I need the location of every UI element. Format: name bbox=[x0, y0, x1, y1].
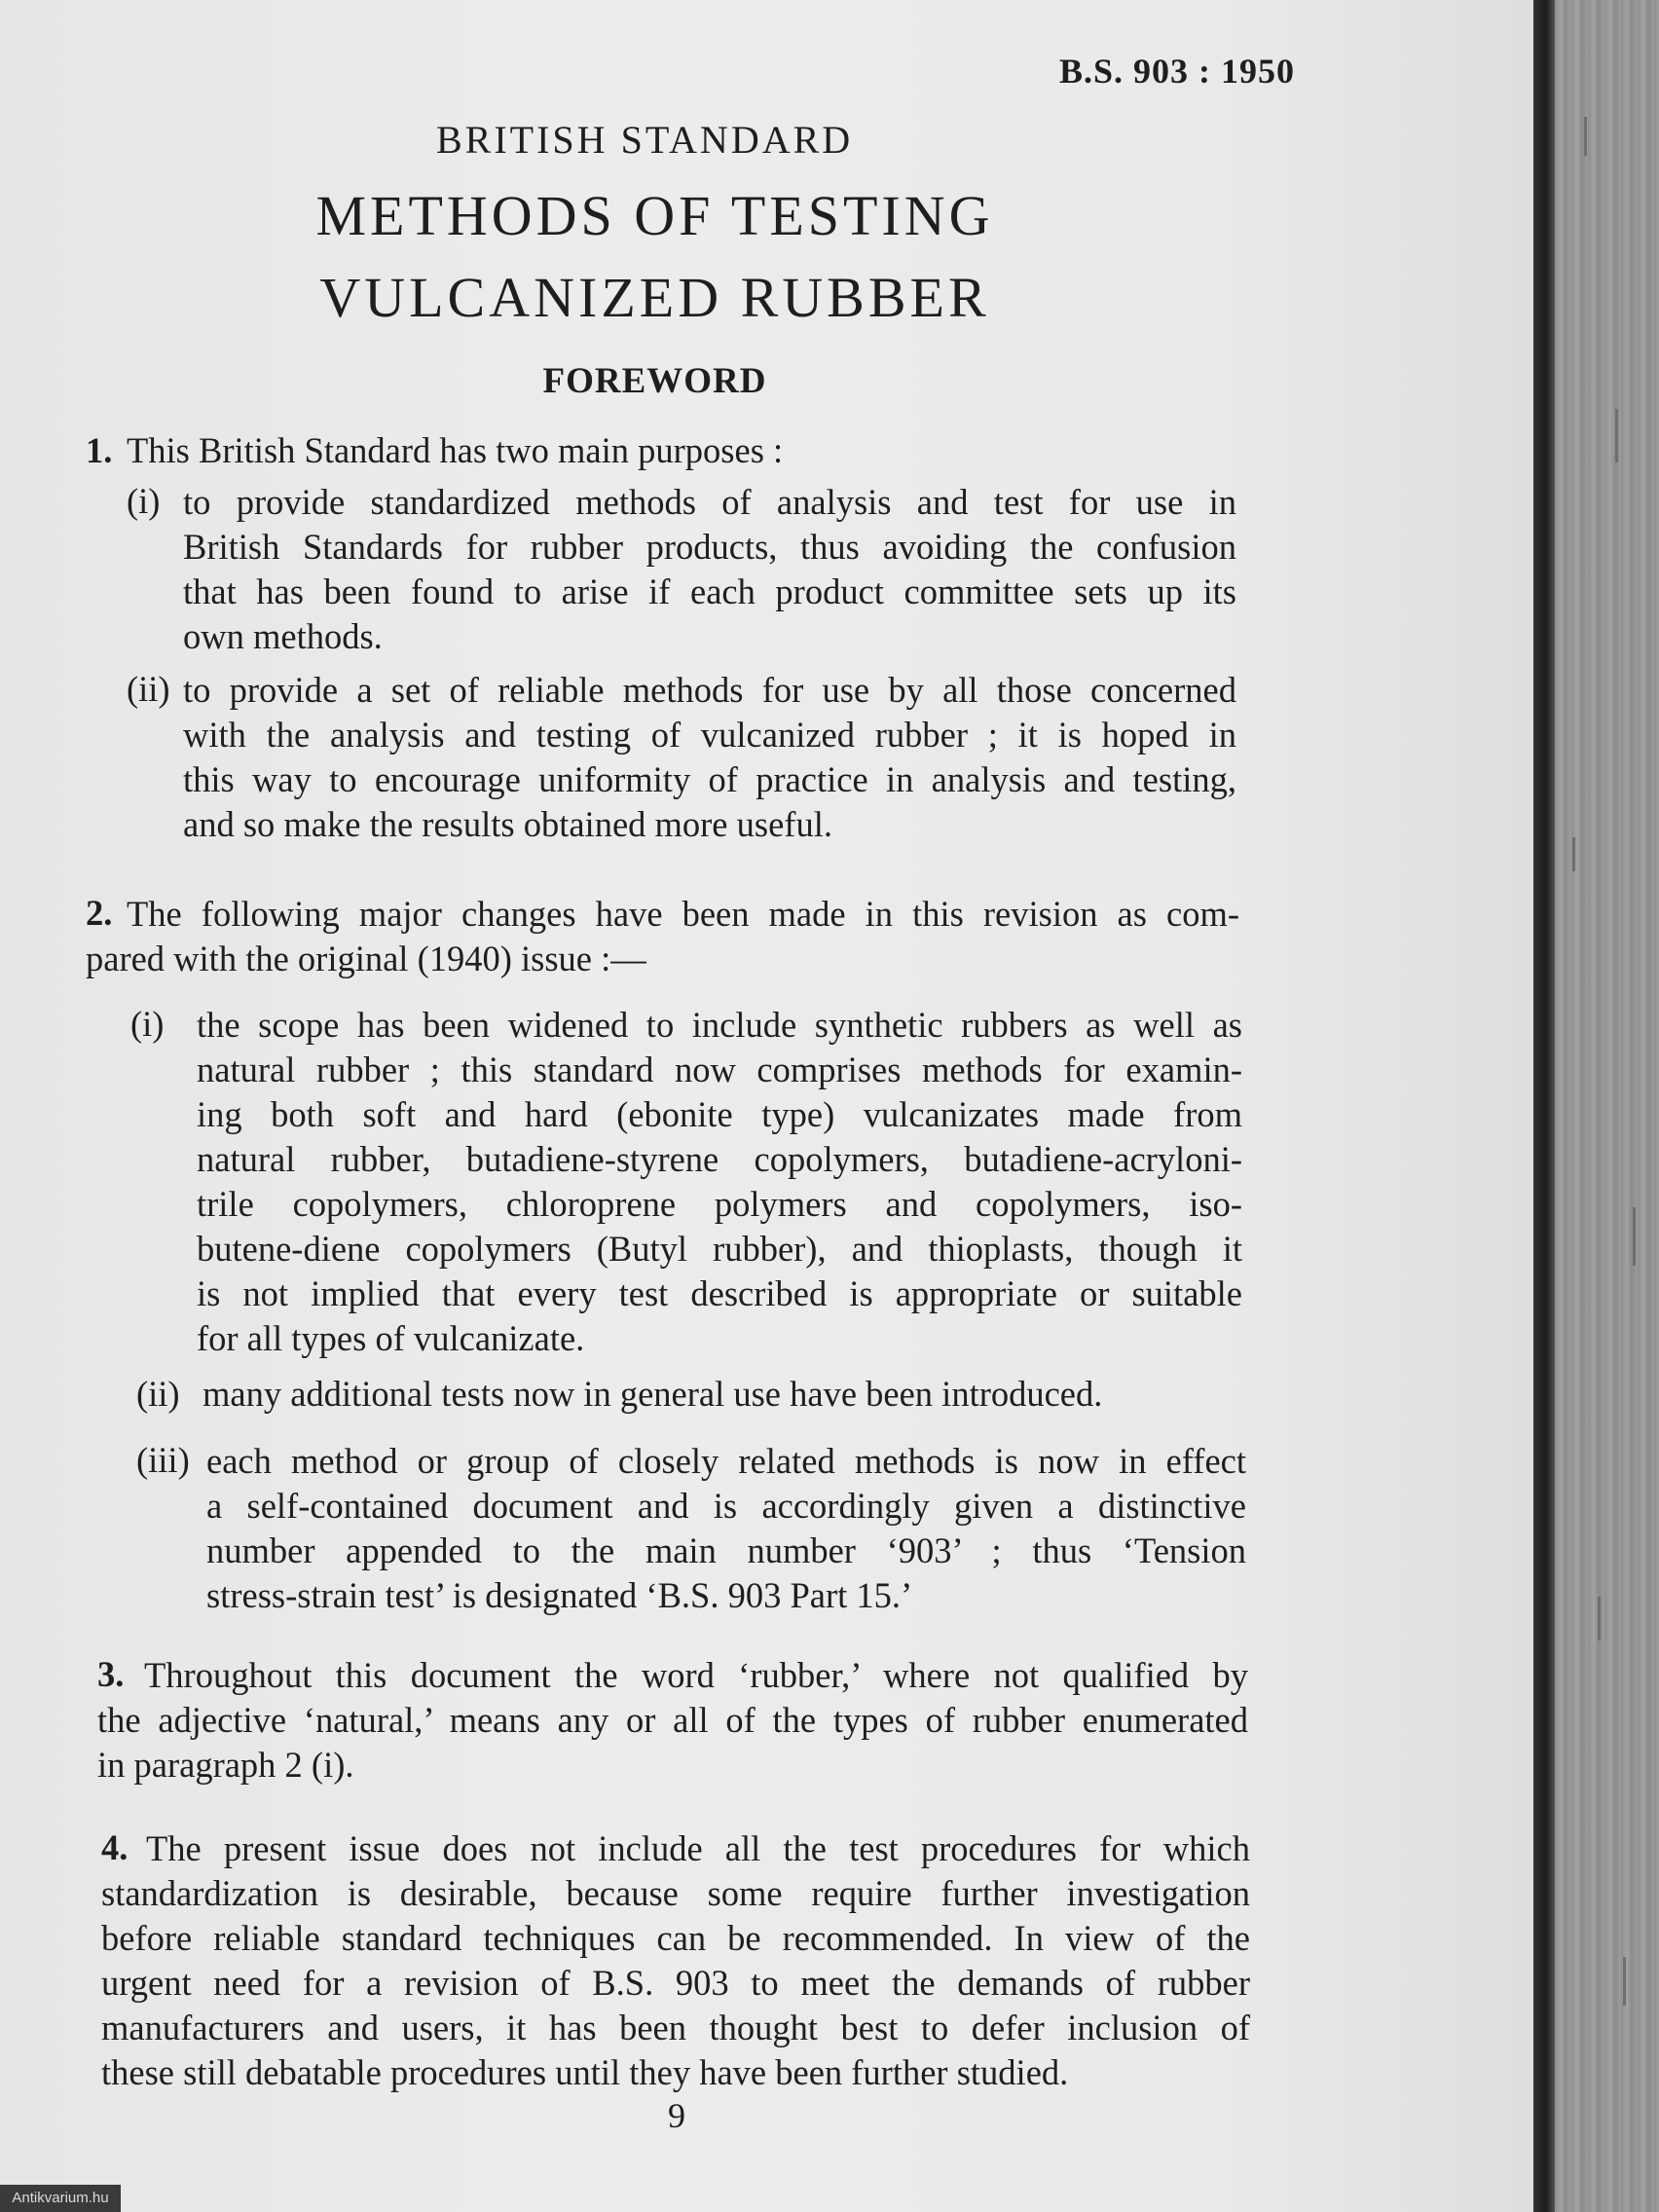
list-item-text: the scope has been widened to include synthetic rubbers as well as natural rubber ; this standard now comprises methods for examin- ing both soft and hard (ebonite type) vulcanizates made from natural rubber, butadiene-styrene copolymers, butadiene-acryloni- trile copolymers, chloroprene polymers and copolymers, iso- butene-diene copolymers (Butyl rubber), and thioplasts, though it is not implied that every test described is appropriate or suitable for all types of vulcanizate. bbox=[197, 1005, 1242, 1358]
item-label: (iii) bbox=[136, 1440, 190, 1480]
item-label: (i) bbox=[127, 481, 161, 521]
overline-heading: BRITISH STANDARD bbox=[436, 118, 854, 162]
standard-number: B.S. 903 : 1950 bbox=[1058, 52, 1295, 91]
page-number: 9 bbox=[668, 2096, 685, 2135]
paragraph-4-number: 4. bbox=[101, 1827, 129, 1867]
section-heading: FOREWORD bbox=[542, 361, 767, 401]
paragraph-2-text-cont: pared with the original (1940) issue :— bbox=[86, 939, 646, 978]
paragraph-3-text: Throughout this document the word ‘rubber,’ where not qualified by bbox=[144, 1655, 1248, 1695]
item-label: (i) bbox=[130, 1004, 165, 1044]
paragraph-4-text-cont: standardization is desirable, because some require further investigation before reliable standard techniques can be recommended. In view of the urgent need for a revision of B.S. 903 to meet the demands of rubber manufacturers and users, it has been thought best to defer inclusion of these still debatable procedures until they have been further studied. bbox=[101, 1873, 1250, 2092]
paragraph-1-text: This British Standard has two main purposes : bbox=[127, 430, 784, 470]
item-label: (ii) bbox=[136, 1374, 180, 1414]
title-line-2: VULCANIZED RUBBER bbox=[319, 266, 990, 329]
page-edge-shadow bbox=[1533, 0, 1555, 2212]
list-item-text: to provide a set of reliable methods for use by all those concerned with the analysis and testing of vulcanized rubber ; it is hoped in this way to encourage uniformity of practice in analysis and testing, and so make the results obtained more useful. bbox=[183, 670, 1236, 844]
list-item-text: many additional tests now in general use have been introduced. bbox=[203, 1374, 1103, 1414]
paragraph-2-text: The following major changes have been made in this revision as com- bbox=[127, 894, 1239, 934]
item-label: (ii) bbox=[127, 669, 170, 709]
list-item-text: to provide standardized methods of analysis and test for use in British Standards for rubber products, thus avoiding the confusion that has been found to arise if each product committee sets up its own methods. bbox=[183, 482, 1236, 656]
paragraph-4-text: The present issue does not include all the test procedures for which bbox=[146, 1828, 1250, 1868]
paragraph-3-text-cont: the adjective ‘natural,’ means any or all of the types of rubber enumerated in paragraph 2 (i). bbox=[97, 1700, 1248, 1785]
paragraph-2-number: 2. bbox=[86, 893, 113, 933]
title-line-1: METHODS OF TESTING bbox=[315, 184, 994, 247]
paragraph-3-number: 3. bbox=[97, 1654, 125, 1694]
watermark-logo: Antikvarium.hu bbox=[0, 2185, 121, 2212]
list-item-text: each method or group of closely related methods is now in effect a self-contained document and is accordingly given a distinctive number appended to the main number ‘903’ ; thus ‘Tension stress-strain test’ is designated ‘B.S. 903 Part 15.’ bbox=[206, 1441, 1246, 1615]
background-surface bbox=[1555, 0, 1659, 2212]
paragraph-1-number: 1. bbox=[86, 430, 113, 470]
